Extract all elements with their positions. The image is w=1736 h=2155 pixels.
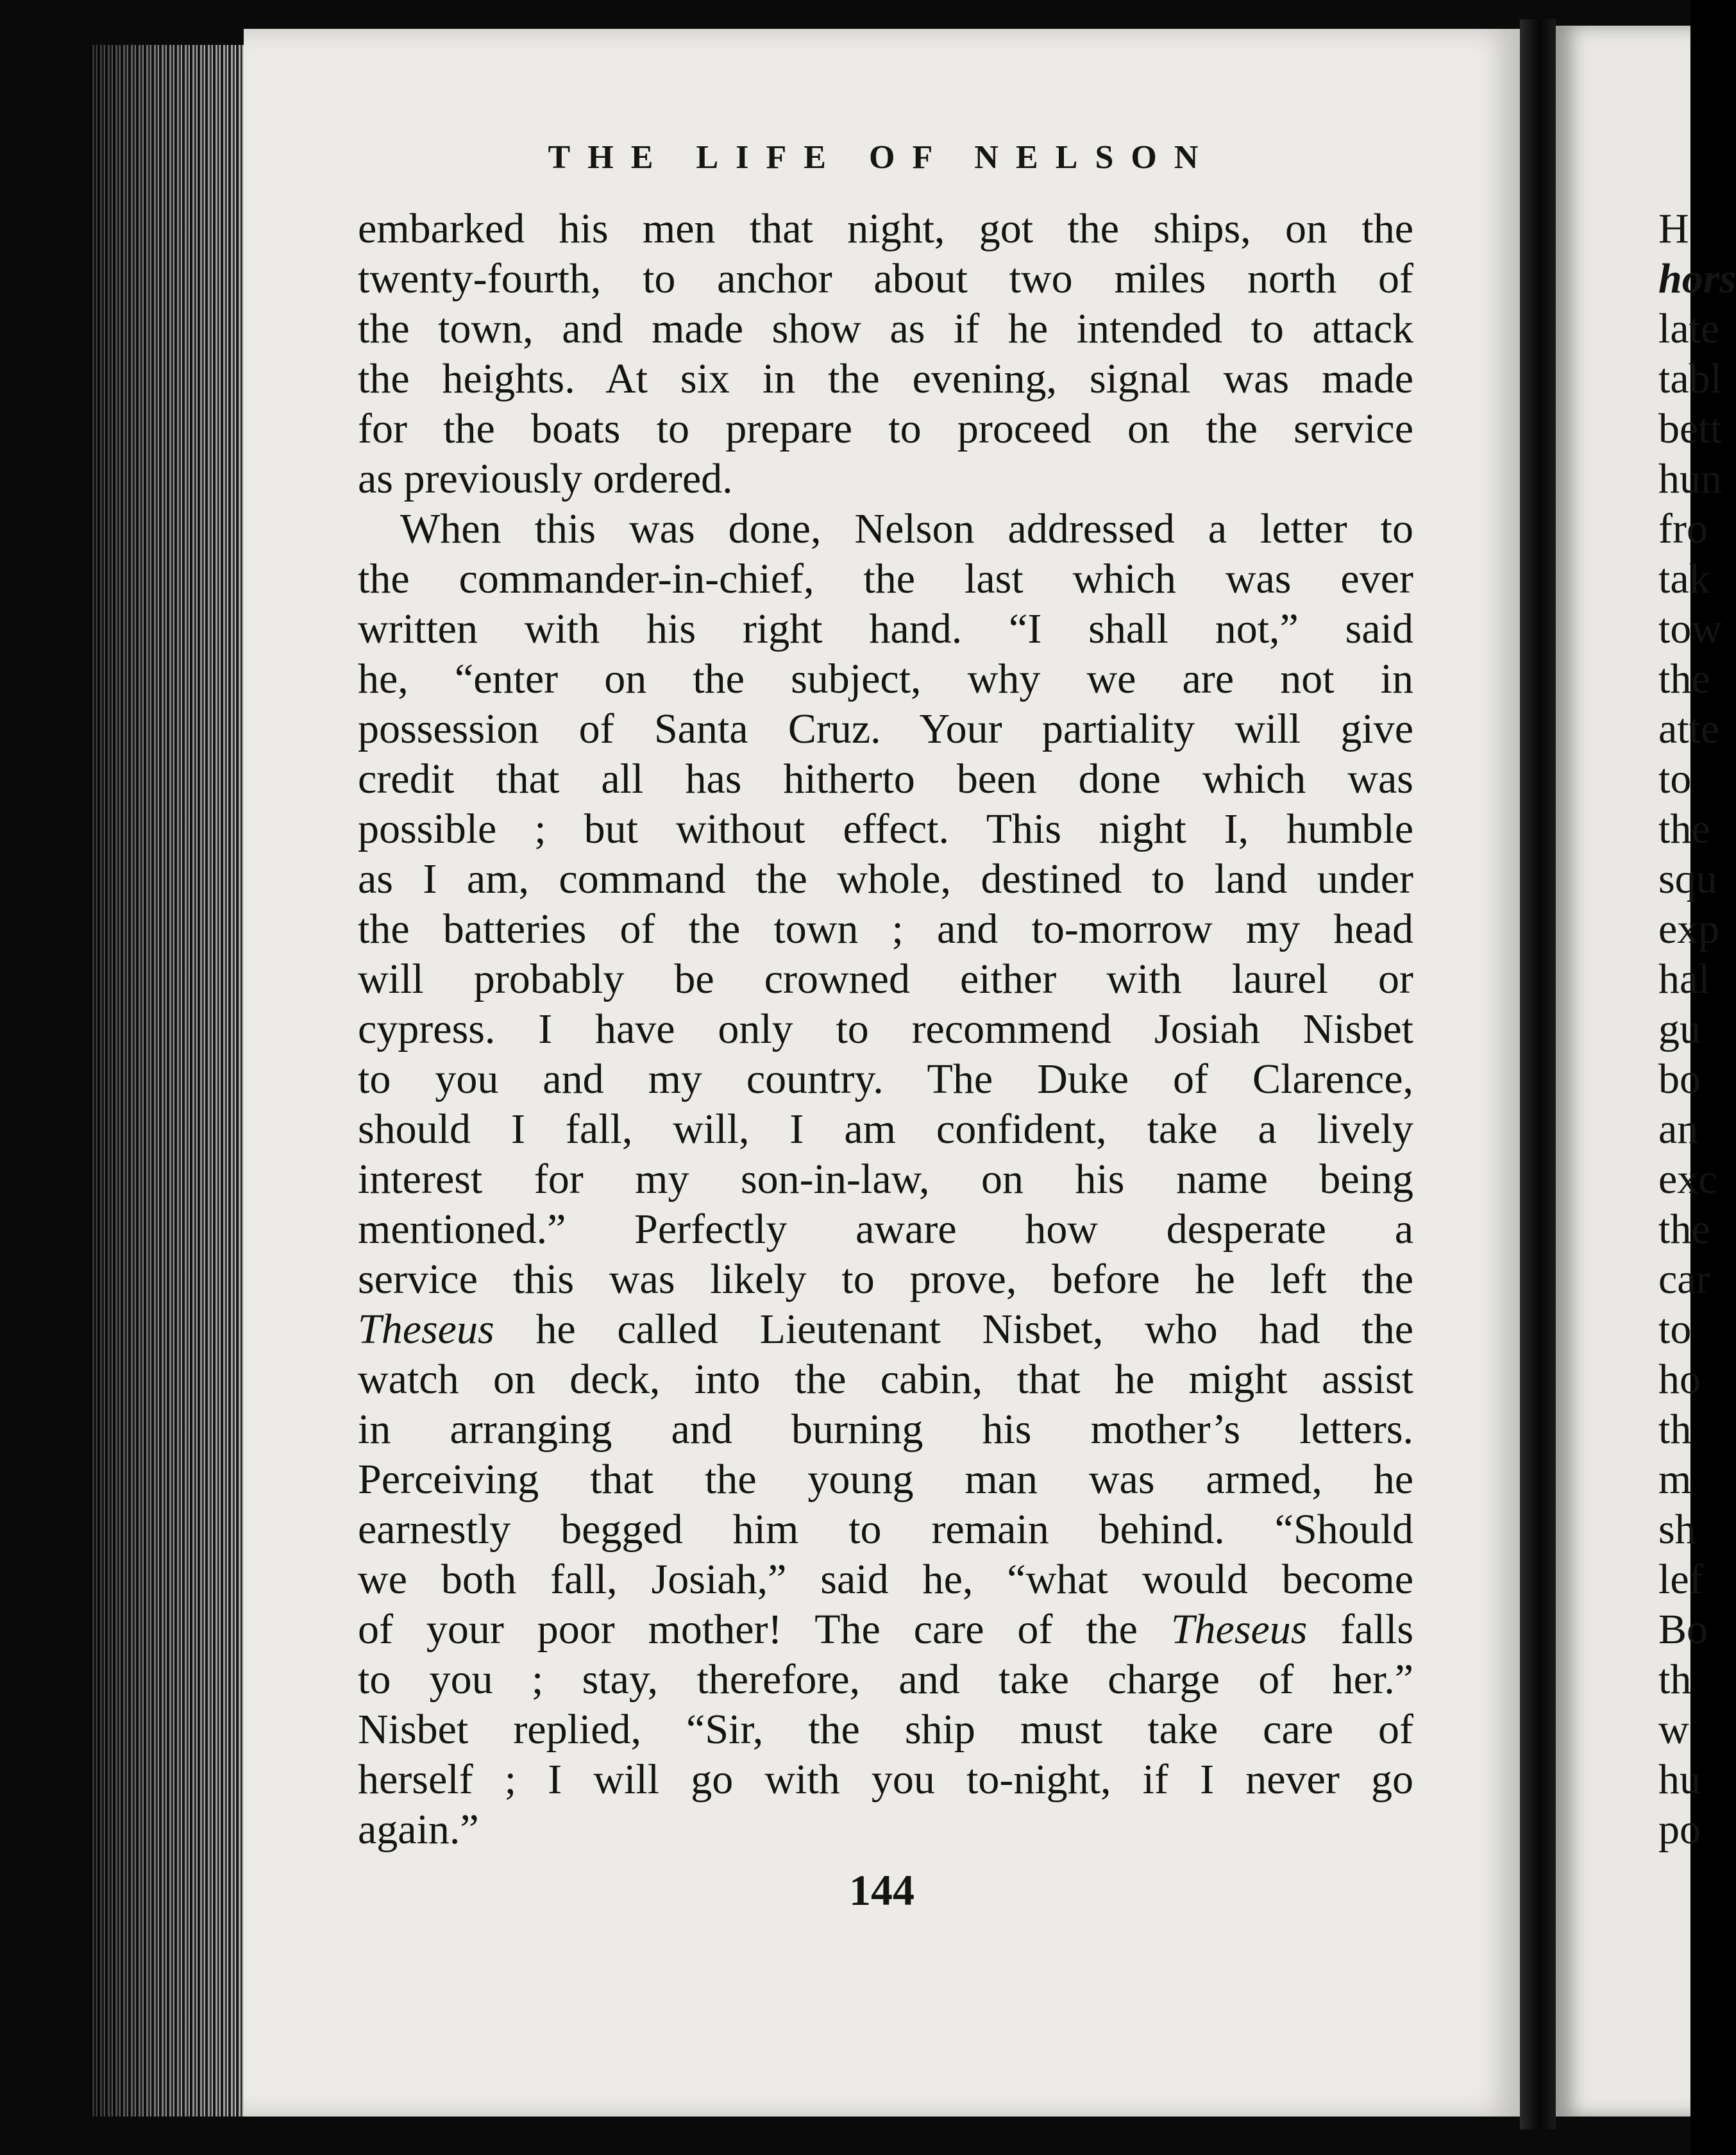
book-binding [1520, 19, 1556, 2129]
text-line: possession of Santa Cruz. Your partiality will give [358, 706, 1413, 752]
text-line: he, “enter on the subject, why we are not in [358, 655, 1413, 702]
text-line: we both fall, Josiah,” said he, “what would become [358, 1556, 1413, 1603]
page-edges-shadow [90, 45, 244, 2117]
text-line: will probably be crowned either with laurel or [358, 956, 1413, 1002]
right-page-line-fragment: bo [1658, 1056, 1701, 1103]
text-line: the heights. At six in the evening, signal was made [358, 355, 1413, 402]
text-line [358, 1605, 1413, 1655]
right-page-line-fragment: car [1658, 1256, 1710, 1303]
right-page-line-fragment: lef [1658, 1556, 1703, 1603]
right-page-line-fragment: squ [1658, 856, 1717, 902]
text-line: in arranging and burning his mother’s letters. [358, 1406, 1413, 1453]
right-page-line-fragment: exp [1658, 906, 1720, 952]
ship-name-italic: Theseus [358, 1306, 494, 1353]
text-line: again.” [358, 1806, 479, 1853]
right-page-line-fragment: po [1658, 1806, 1701, 1853]
right-page-line-fragment: th [1658, 1406, 1692, 1453]
text-line: twenty-fourth, to anchor about two miles north of [358, 255, 1413, 302]
right-page-line-fragment: sh [1658, 1506, 1696, 1553]
right-page-line-fragment: late [1658, 305, 1720, 352]
text-segment: falls [1307, 1606, 1413, 1653]
text-line: herself ; I will go with you to-night, if I never go [358, 1756, 1413, 1803]
right-page-fragment-text [1658, 204, 1736, 1855]
right-page-line-fragment: the [1658, 1206, 1710, 1253]
page-number: 144 [849, 1866, 914, 1914]
text-line: should I fall, will, I am confident, take a lively [358, 1106, 1413, 1153]
right-page-line-fragment: fro [1658, 505, 1708, 552]
text-line: service this was likely to prove, before he left the [358, 1256, 1413, 1303]
running-head: THE LIFE OF NELSON [548, 139, 1216, 176]
right-page-line-fragment: gu [1658, 1006, 1701, 1052]
right-page-line-fragment: hu [1658, 1756, 1701, 1803]
text-line: as previously ordered. [358, 455, 733, 502]
right-page-line-fragment: tak [1658, 555, 1710, 602]
ship-name-italic: Theseus [1170, 1606, 1308, 1653]
right-page-line-fragment: Bo [1658, 1606, 1708, 1653]
text-line: to you ; stay, therefore, and take charge of her.” [358, 1656, 1413, 1703]
text-line: the commander-in-chief, the last which was ever [358, 555, 1413, 602]
text-line: interest for my son-in-law, on his name being [358, 1156, 1413, 1203]
text-line [358, 1305, 1413, 1355]
text-line: earnestly begged him to remain behind. “Should [358, 1506, 1413, 1553]
text-segment: of your poor mother! The care of the [358, 1606, 1171, 1653]
right-page-line-fragment: hors [1658, 255, 1736, 302]
right-page-line-fragment: H [1658, 205, 1689, 252]
text-segment: he called Lieutenant Nisbet, who had the [494, 1306, 1413, 1353]
right-page-line-fragment: the [1658, 806, 1710, 852]
text-line: for the boats to prepare to proceed on the service [358, 405, 1413, 452]
right-page-line-fragment: to [1658, 756, 1692, 802]
right-page-line-fragment: atte [1658, 706, 1720, 752]
text-line: When this was done, Nelson addressed a letter to [400, 505, 1413, 552]
right-page-line-fragment: hal [1658, 956, 1710, 1002]
text-line: credit that all has hitherto been done which was [358, 756, 1413, 802]
right-page-line-fragment: tabl [1658, 355, 1722, 402]
text-line: to you and my country. The Duke of Clarence, [358, 1056, 1413, 1103]
right-page-line-fragment: ho [1658, 1356, 1701, 1403]
text-line: written with his right hand. “I shall not,” said [358, 605, 1413, 652]
text-line: possible ; but without effect. This night I, humble [358, 806, 1413, 852]
right-page-line-fragment: tow [1658, 605, 1722, 652]
text-line: as I am, command the whole, destined to land under [358, 856, 1413, 902]
left-page-body-text [358, 204, 1413, 1855]
text-line: Nisbet replied, “Sir, the ship must take care of [358, 1706, 1413, 1753]
right-page-line-fragment: bett [1658, 405, 1722, 452]
right-page-line-fragment: hun [1658, 455, 1722, 502]
text-line: mentioned.” Perfectly aware how desperate a [358, 1206, 1413, 1253]
right-page-line-fragment: to [1658, 1306, 1692, 1353]
text-line: Perceiving that the young man was armed, he [358, 1456, 1413, 1503]
right-page-line-fragment: m [1658, 1456, 1692, 1503]
right-page-line-fragment: the [1658, 655, 1710, 702]
text-line: the batteries of the town ; and to-morrow my head [358, 906, 1413, 952]
text-line: watch on deck, into the cabin, that he might assist [358, 1356, 1413, 1403]
right-page-line-fragment: w [1658, 1706, 1689, 1753]
text-line: the town, and made show as if he intended to attack [358, 305, 1413, 352]
text-line: cypress. I have only to recommend Josiah Nisbet [358, 1006, 1413, 1052]
right-page-line-fragment: an [1658, 1106, 1699, 1153]
right-page-line-fragment: exc [1658, 1156, 1717, 1203]
text-line: embarked his men that night, got the ships, on the [358, 205, 1413, 252]
right-page-line-fragment: th [1658, 1656, 1692, 1703]
